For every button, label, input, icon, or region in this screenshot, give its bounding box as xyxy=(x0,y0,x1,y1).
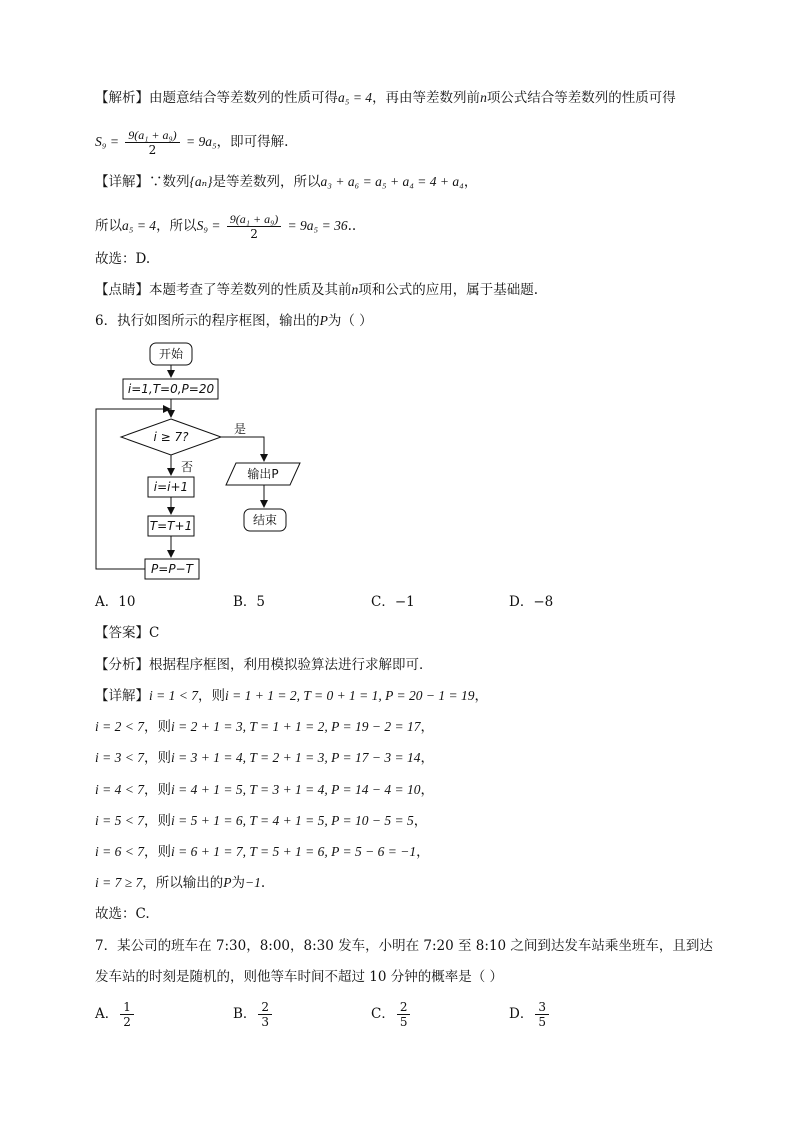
detail-tag: 【详解】 xyxy=(95,174,149,190)
flowchart xyxy=(90,335,320,585)
flow-step1-label: i=i+1 xyxy=(153,480,189,494)
q6-step-4: i = 4 < 7，则i = 4 + 1 = 5, T = 3 + 1 = 4, P = 14 − 4 = 10， xyxy=(95,782,434,798)
analysis-line-2: S₉ = $\frac{\text{9(a₁ + a₉)}}{2}$ = 9a₅，即可得解. xyxy=(95,128,289,157)
p5-choice: 故选：D. xyxy=(95,251,151,267)
q7-stem-line-2: 发车站的时刻是随机的，则他等车时间不超过 10 分钟的概率是（ ） xyxy=(95,969,504,985)
q7-option-d: D． $\frac{3}{5}$ xyxy=(509,1000,551,1029)
q6-stem: 6．执行如图所示的程序框图，输出的P为（ ） xyxy=(95,313,373,329)
q6-option-a: A．10 xyxy=(95,594,136,610)
q6-step-6: i = 6 < 7，则i = 6 + 1 = 7, T = 5 + 1 = 6, P = 5 − 6 = −1， xyxy=(95,844,430,860)
q7-option-b: B． $\frac{2}{3}$ xyxy=(233,1000,274,1029)
analysis-tag: 【解析】 xyxy=(95,90,149,106)
flow-start-label: 开始 xyxy=(158,347,184,361)
q6-step-5: i = 5 < 7，则i = 5 + 1 = 6, T = 4 + 1 = 5, P = 10 − 5 = 5， xyxy=(95,813,428,829)
q6-step-3: i = 3 < 7，则i = 3 + 1 = 4, T = 2 + 1 = 3, P = 17 − 3 = 14， xyxy=(95,750,434,766)
flow-yes-label: 是 xyxy=(233,422,247,436)
q6-choice: 故选：C. xyxy=(95,906,150,922)
q6-option-c: C．−1 xyxy=(371,594,415,610)
q6-step-1: 【详解】i = 1 < 7，则i = 1 + 1 = 2, T = 0 + 1 = 1, P = 20 − 1 = 19， xyxy=(95,688,488,704)
flow-step2-label: T=T+1 xyxy=(149,519,193,533)
remark-line: 【点睛】本题考查了等差数列的性质及其前n项和公式的应用，属于基础题. xyxy=(95,282,539,298)
fraction: $\frac{\text{9(a₁ + a₉)}}{2}$ xyxy=(125,128,179,157)
q6-option-b: B．5 xyxy=(233,594,266,610)
detail-line-2: 所以a₅ = 4，所以S₉ = $\frac{\text{9(a₁ + a₉)}}{2}$ = 9a₅ = 36.. xyxy=(95,212,357,241)
detail-line-1: 【详解】∵数列{aₙ}是等差数列，所以a₃ + a₆ = a₅ + a₄ = 4 + a₄， xyxy=(95,174,478,190)
q7-option-a: A． $\frac{1}{2}$ xyxy=(95,1000,136,1029)
flow-no-label: 否 xyxy=(180,460,194,474)
q7-stem-line-1: 7．某公司的班车在 7:30，8:00，8:30 发车，小明在 7:20 至 8:10 之间到达发车站乘坐班车，且到达 xyxy=(95,938,713,954)
q6-final: i = 7 ≥ 7，所以输出的P为−1. xyxy=(95,875,266,891)
flow-end-label: 结束 xyxy=(252,513,278,527)
remark-tag: 【点睛】 xyxy=(95,282,149,298)
flow-init-label: i=1,T=0,P=20 xyxy=(127,382,215,396)
flow-decision-label: i ≥ 7? xyxy=(153,430,189,444)
analysis-line-1: 【解析】由题意结合等差数列的性质可得a₅ = 4，再由等差数列前n项公式结合等差数列的性质可得 xyxy=(95,90,676,106)
flow-output-label: 输出P xyxy=(247,467,279,481)
q6-option-d: D．−8 xyxy=(509,594,554,610)
fraction: $\frac{\text{9(a₁ + a₉)}}{2}$ xyxy=(227,212,281,241)
q6-answer: 【答案】C xyxy=(95,625,160,641)
flow-step3-label: P=P−T xyxy=(151,562,193,576)
q7-option-c: C． $\frac{2}{5}$ xyxy=(371,1000,412,1029)
q6-step-2: i = 2 < 7，则i = 2 + 1 = 3, T = 1 + 1 = 2, P = 19 − 2 = 17， xyxy=(95,719,434,735)
q6-analysis: 【分析】根据程序框图，利用模拟验算法进行求解即可． xyxy=(95,657,433,673)
